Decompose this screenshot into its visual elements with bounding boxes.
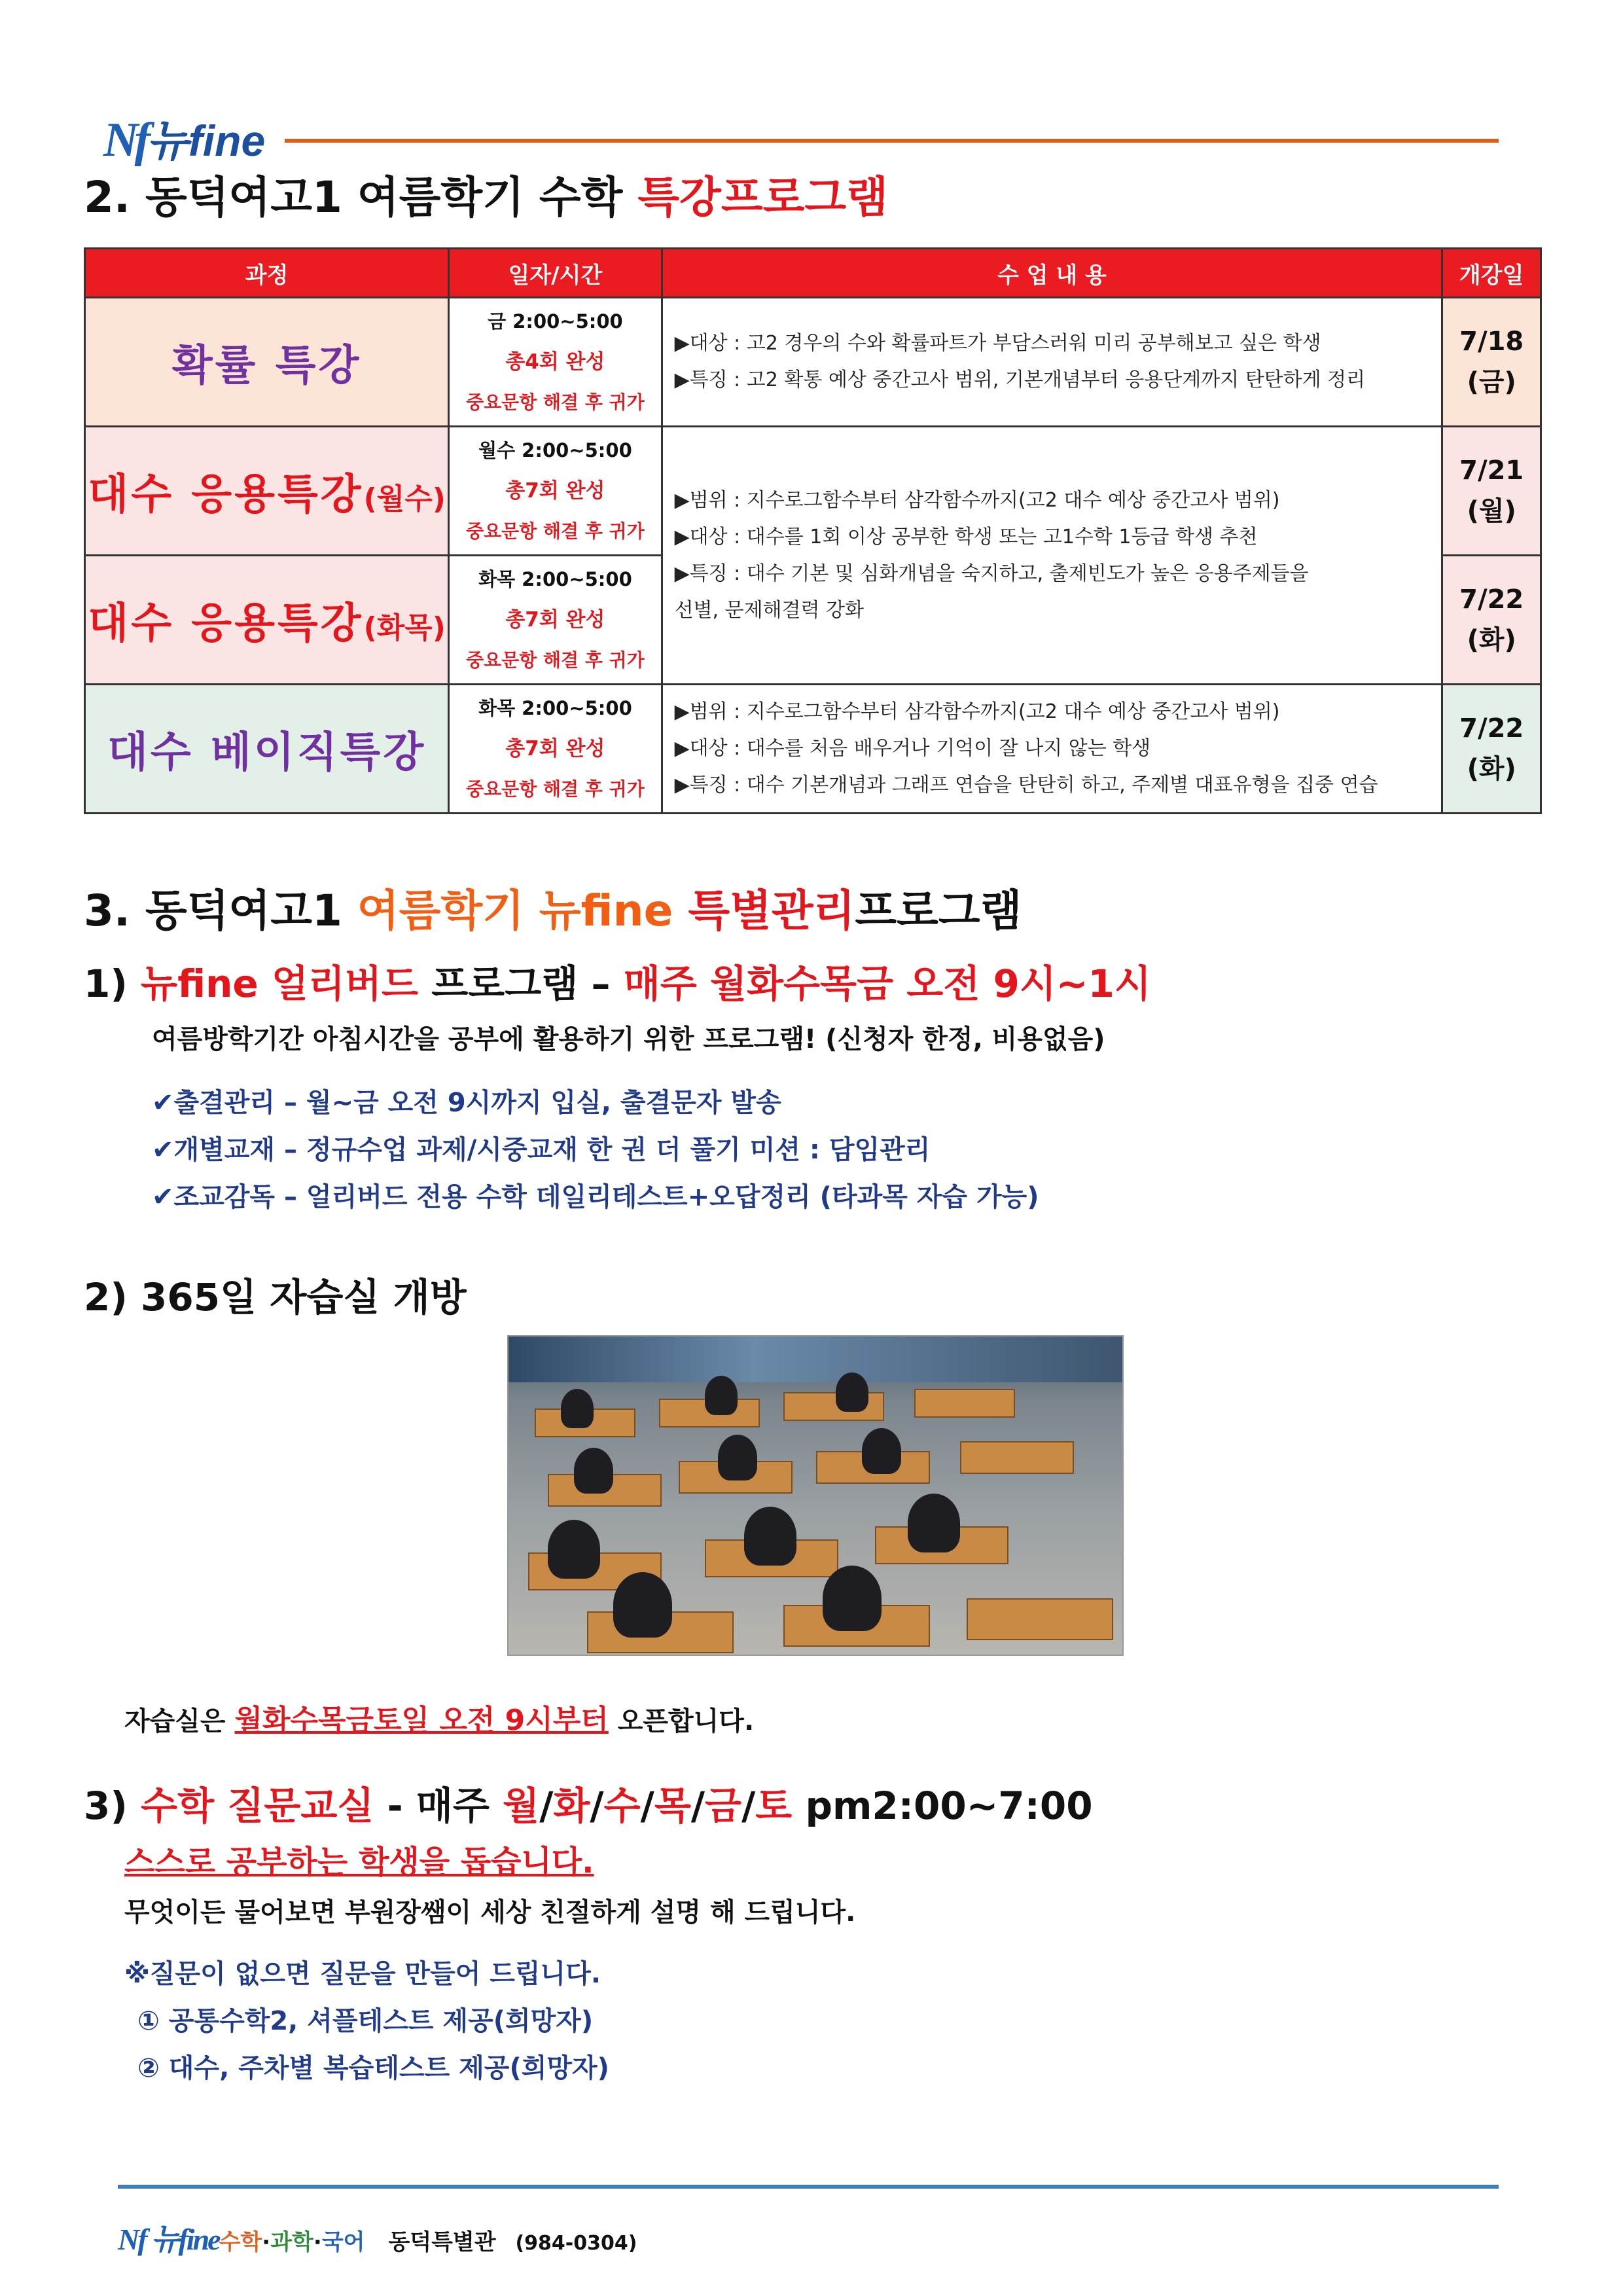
- course-name: [85, 685, 449, 814]
- weekday: (월): [1467, 496, 1516, 526]
- day-time: 화목 2:00~5:00: [478, 568, 632, 590]
- question-class-slogan: 스스로 공부하는 학생을 돕습니다.: [124, 1844, 594, 1880]
- photo-desk: [960, 1441, 1074, 1474]
- photo-student: [574, 1448, 613, 1494]
- course-name: [85, 427, 449, 556]
- study-room-open-line: [124, 1696, 754, 1738]
- open-prefix: 자습실은: [124, 1706, 235, 1736]
- section2-title-highlight: 특강프로그램: [637, 172, 888, 223]
- desc-line: ▶특징 : 고2 확통 예상 중간고사 범위, 기본개념부터 응용단계까지 탄탄하게 정리: [674, 368, 1366, 391]
- day-time: 금 2:00~5:00: [488, 310, 623, 332]
- photo-desk: [914, 1389, 1015, 1418]
- dash: - 매주: [374, 1784, 503, 1828]
- earlybird-schedule: 매주 월화수목금 오전 9시~1시: [623, 961, 1151, 1006]
- photo-desk: [783, 1392, 884, 1421]
- program-table: [84, 247, 1542, 814]
- earlybird-program: 프로그램: [418, 961, 579, 1006]
- question-class-line: 무엇이든 물어보면 부원장쌤이 세상 친절하게 설명 해 드립니다.: [124, 1897, 856, 1928]
- weekday: (화): [1467, 754, 1516, 784]
- header-start-date: 개강일: [1442, 249, 1541, 298]
- course-name: [85, 298, 449, 427]
- course-name: [85, 556, 449, 685]
- sessions: 총7회 완성: [505, 608, 605, 632]
- photo-student: [705, 1376, 738, 1415]
- course-suffix: (월수): [363, 482, 446, 516]
- start-date: [1442, 298, 1541, 427]
- sep: /: [690, 1784, 705, 1828]
- photo-student: [744, 1507, 796, 1566]
- open-suffix: 오픈합니다.: [608, 1706, 755, 1736]
- sessions: 총7회 완성: [505, 737, 605, 761]
- table-row: [85, 427, 1541, 556]
- footer-logo: Nf 뉴fine: [118, 2223, 219, 2256]
- list-item: ② 대수, 주차별 복습테스트 제공(희망자): [137, 2053, 609, 2083]
- course-time: [449, 685, 662, 814]
- check-text: 개별교재 – 정규수업 과제/시중교재 한 권 더 풀기 미션 : 담임관리: [173, 1135, 931, 1165]
- footer-dot: ·: [313, 2229, 322, 2255]
- section3-title: [84, 876, 1022, 938]
- date: 7/22: [1459, 713, 1524, 744]
- desc-line: ▶대상 : 대수를 처음 배우거나 기억이 잘 나지 않는 학생: [674, 737, 1151, 760]
- header-divider: [285, 139, 1499, 143]
- check-item: [152, 1176, 1039, 1213]
- sessions: 총7회 완성: [505, 479, 605, 503]
- dash: –: [578, 961, 624, 1006]
- question-class-time: pm2:00~7:00: [792, 1784, 1093, 1828]
- day-time: 화목 2:00~5:00: [478, 697, 632, 719]
- section3-title-prefix: 3. 동덕여고1: [84, 886, 357, 936]
- course-desc-shared: [662, 427, 1442, 685]
- open-highlight: 월화수목금토일 오전 9시부터: [234, 1704, 609, 1737]
- desc-line: ▶특징 : 대수 기본 및 심화개념을 숙지하고, 출제빈도가 높은 응용주제들을: [674, 562, 1309, 585]
- day: 수: [603, 1784, 641, 1828]
- question-class-name: 수학 질문교실: [141, 1784, 374, 1828]
- day: 화: [553, 1784, 590, 1828]
- footer-math: 수학: [219, 2229, 262, 2255]
- date: 7/21: [1459, 456, 1524, 486]
- section2-title-prefix: 2. 동덕여고1 여름학기 수학: [84, 172, 638, 223]
- course-time: [449, 427, 662, 556]
- day: 목: [654, 1784, 691, 1828]
- photo-student: [548, 1520, 600, 1579]
- check-icon: ✔: [152, 1182, 174, 1212]
- footer-phone: (984-0304): [515, 2232, 637, 2255]
- table-header-row: [85, 249, 1541, 298]
- note: 중요문항 해결 후 귀가: [466, 391, 645, 413]
- check-item: [152, 1129, 930, 1166]
- start-date: [1442, 685, 1541, 814]
- desc-line: 선별, 문제해결력 강화: [674, 598, 864, 622]
- sep: /: [539, 1784, 554, 1828]
- desc-line: ▶대상 : 고2 경우의 수와 확률파트가 부담스러워 미리 공부해보고 싶은 학생: [674, 332, 1321, 355]
- table-row: [85, 298, 1541, 427]
- study-room-title: 2) 365일 자습실 개방: [84, 1275, 467, 1319]
- question-class-note: ※질문이 없으면 질문을 만들어 드립니다.: [124, 1959, 601, 1989]
- table-row: [85, 685, 1541, 814]
- section3-title-red: 특별관리: [688, 886, 855, 936]
- item-number: 3): [84, 1784, 141, 1828]
- footer-branch: 동덕특별관: [388, 2229, 496, 2255]
- list-item: ① 공통수학2, 셔플테스트 제공(희망자): [137, 2006, 594, 2036]
- date: 7/18: [1459, 327, 1524, 357]
- question-class-title: [84, 1775, 1093, 1830]
- day-time: 월수 2:00~5:00: [478, 439, 632, 461]
- weekday: (금): [1467, 367, 1516, 397]
- sep: /: [590, 1784, 604, 1828]
- check-icon: ✔: [152, 1088, 174, 1118]
- footer-divider: [118, 2185, 1499, 2189]
- footer-korean: 국어: [321, 2229, 365, 2255]
- note: 중요문항 해결 후 귀가: [466, 520, 645, 542]
- photo-desk: [967, 1598, 1113, 1640]
- weekday: (화): [1467, 625, 1516, 655]
- photo-student: [862, 1428, 901, 1474]
- section3-title-orange: 여름학기 뉴fine: [357, 886, 688, 936]
- sessions: 총4회 완성: [505, 350, 605, 374]
- course-time: [449, 298, 662, 427]
- header-course: 과정: [85, 249, 449, 298]
- earlybird-name: 뉴fine 얼리버드: [141, 961, 419, 1006]
- desc-line: ▶범위 : 지수로그함수부터 삼각함수까지(고2 대수 예상 중간고사 범위): [674, 488, 1280, 512]
- photo-student: [836, 1372, 868, 1412]
- earlybird-title: [84, 953, 1151, 1008]
- course-label: 확률 특강: [171, 342, 362, 390]
- earlybird-intro: 여름방학기간 아침시간을 공부에 활용하기 위한 프로그램! (신청자 한정, 비용없음): [152, 1024, 1105, 1054]
- check-item: [152, 1082, 781, 1119]
- footer-science: 과학: [270, 2229, 313, 2255]
- date: 7/22: [1459, 584, 1524, 615]
- course-desc: [662, 298, 1442, 427]
- day: 토: [755, 1784, 793, 1828]
- photo-student: [718, 1435, 757, 1480]
- header-content: 수 업 내 용: [662, 249, 1442, 298]
- brand-logo: [103, 106, 287, 167]
- course-time: [449, 556, 662, 685]
- course-label: 대수 응용특강: [88, 471, 364, 519]
- photo-student: [561, 1389, 594, 1428]
- start-date: [1442, 427, 1541, 556]
- note: 중요문항 해결 후 귀가: [466, 649, 645, 671]
- desc-line: ▶범위 : 지수로그함수부터 삼각함수까지(고2 대수 예상 중간고사 범위): [674, 700, 1280, 723]
- photo-student: [823, 1566, 882, 1631]
- course-desc: [662, 685, 1442, 814]
- start-date: [1442, 556, 1541, 685]
- study-room-photo: [507, 1335, 1124, 1656]
- footer-dot: ·: [262, 2229, 271, 2255]
- desc-line: ▶특징 : 대수 기본개념과 그래프 연습을 탄탄히 하고, 주제별 대표유형을 집중 연습: [674, 774, 1378, 797]
- day: 금: [705, 1784, 742, 1828]
- course-label: 대수 베이직특강: [107, 728, 427, 777]
- photo-student: [908, 1494, 960, 1552]
- day: 월: [503, 1784, 540, 1828]
- footer: [118, 2215, 637, 2259]
- note: 중요문항 해결 후 귀가: [466, 778, 645, 800]
- course-label: 대수 응용특강: [88, 600, 364, 648]
- section3-title-suffix: 프로그램: [855, 886, 1022, 936]
- section2-title: [84, 162, 888, 224]
- desc-line: ▶대상 : 대수를 1회 이상 공부한 학생 또는 고1수학 1등급 학생 추천: [674, 525, 1258, 548]
- sep: /: [640, 1784, 654, 1828]
- check-text: 조교감독 – 얼리버드 전용 수학 데일리테스트+오답정리 (타과목 자습 가능): [173, 1182, 1039, 1212]
- logo-mark: Nf: [103, 113, 147, 167]
- check-text: 출결관리 – 월~금 오전 9시까지 입실, 출결문자 발송: [173, 1088, 781, 1118]
- photo-window: [508, 1336, 1122, 1382]
- item-number: 1): [84, 961, 141, 1006]
- logo-text: 뉴fine: [147, 117, 266, 165]
- photo-student: [613, 1572, 672, 1638]
- sep: /: [741, 1784, 756, 1828]
- check-icon: ✔: [152, 1135, 174, 1165]
- header-datetime: 일자/시간: [449, 249, 662, 298]
- course-suffix: (화목): [363, 611, 446, 645]
